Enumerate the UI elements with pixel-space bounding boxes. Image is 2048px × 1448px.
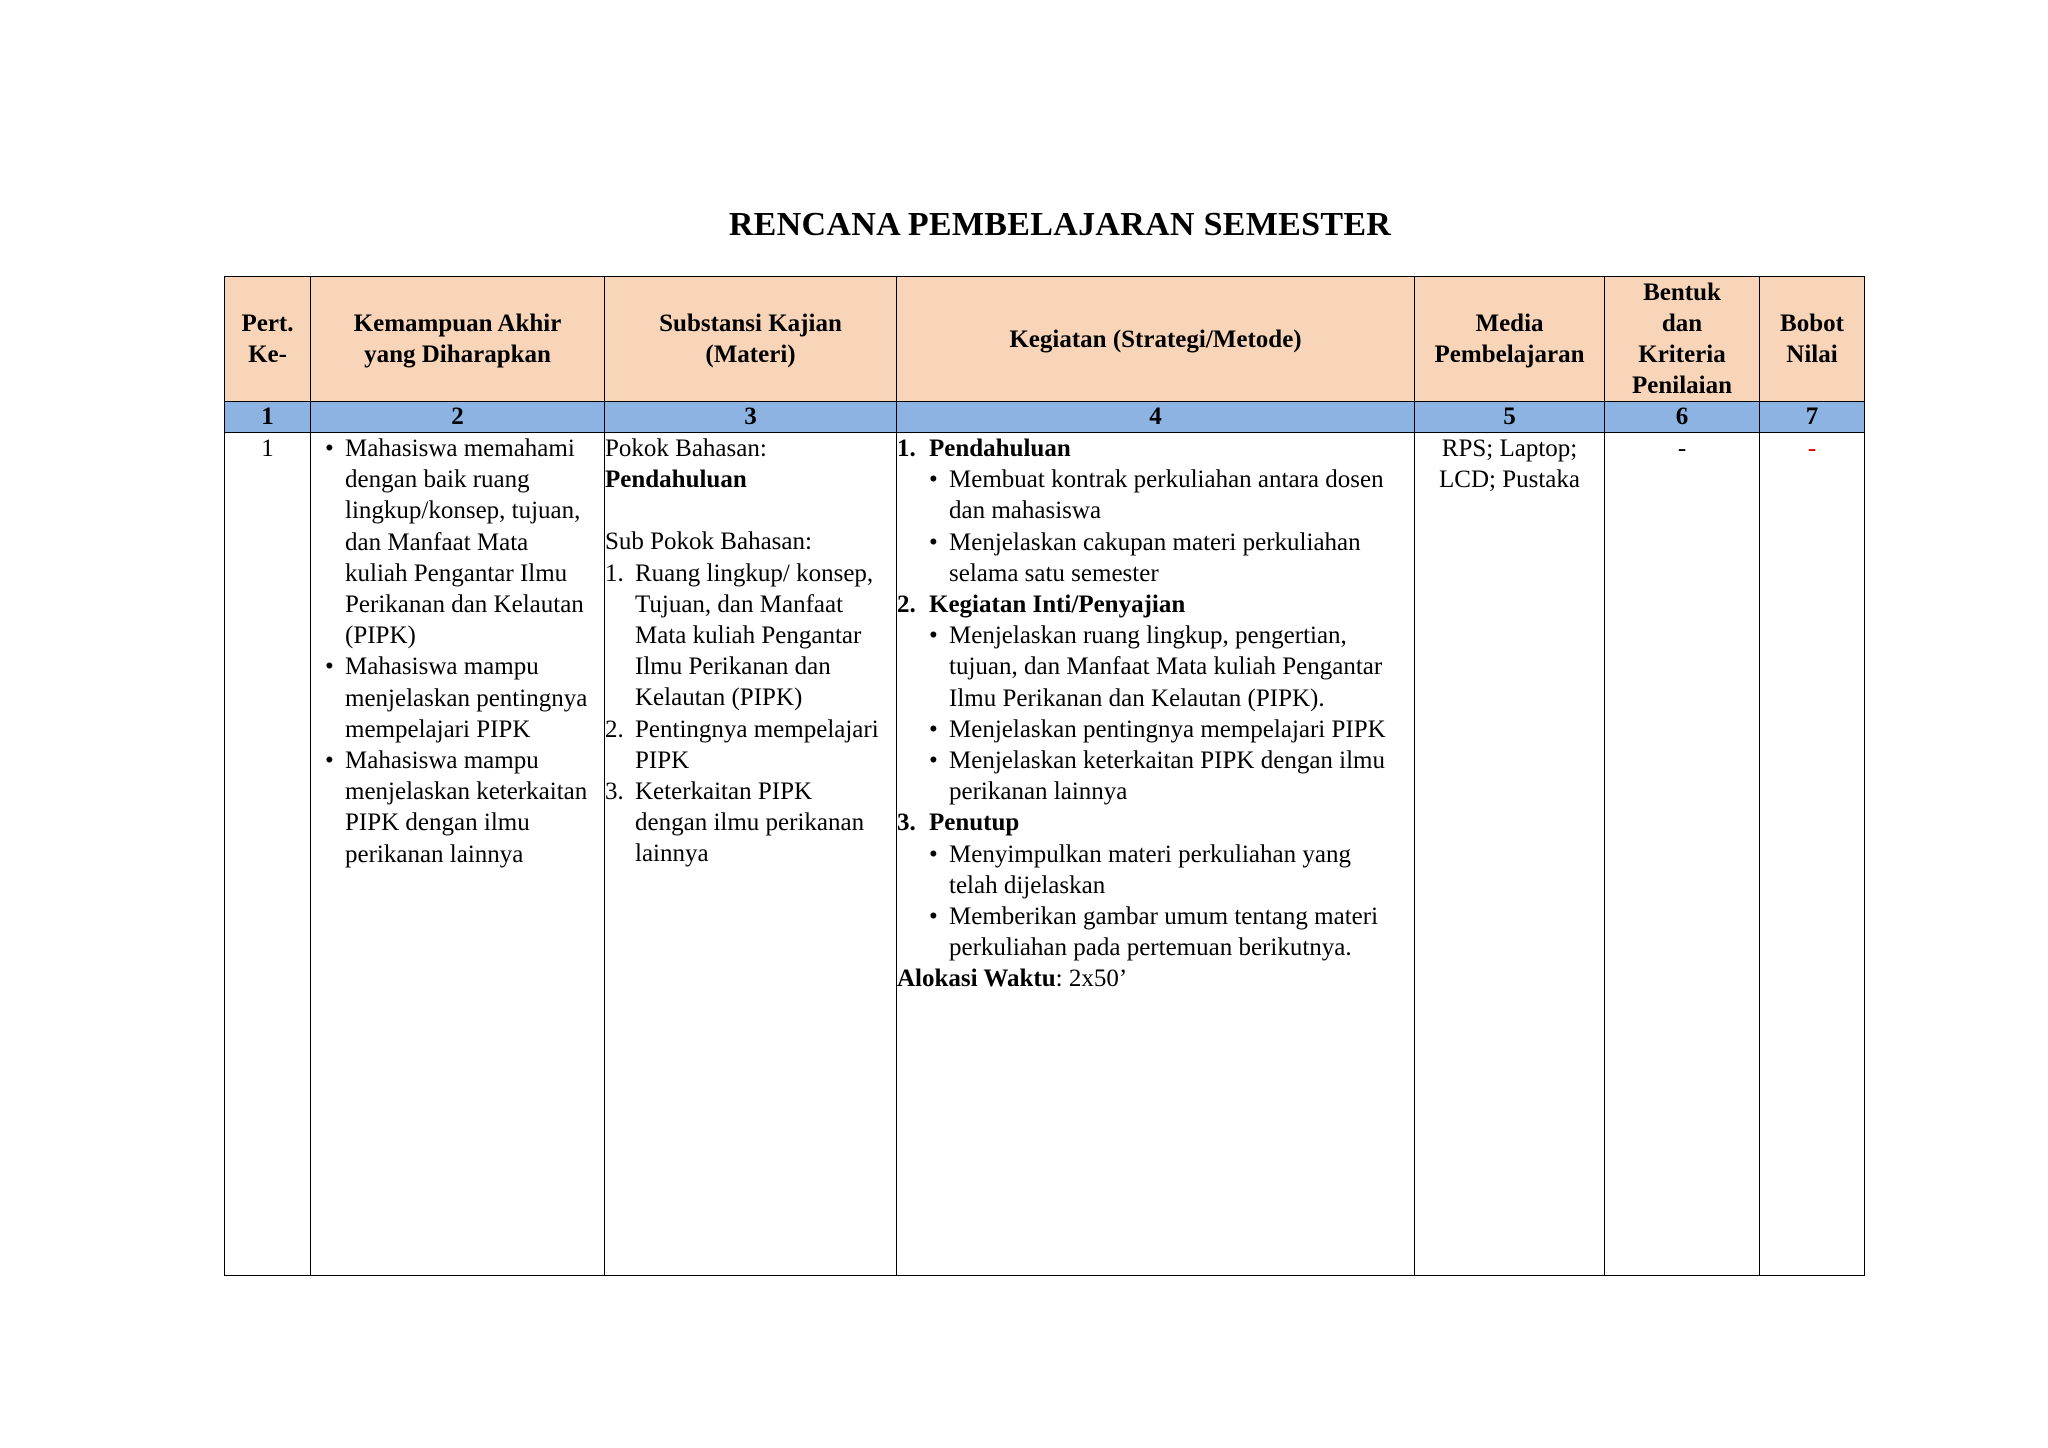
cell-materi bbox=[605, 433, 897, 1276]
list-item: • Menjelaskan ruang lingkup, pengertian, tujuan, dan Manfaat Mata kuliah Pengantar Ilmu Perikanan dan Kelautan (PIPK). bbox=[929, 620, 1400, 714]
kegiatan-list bbox=[897, 839, 1400, 964]
header-kegiatan: Kegiatan (Strategi/Metode) bbox=[897, 277, 1415, 402]
rps-table bbox=[224, 276, 1865, 1276]
column-number: 4 bbox=[897, 402, 1415, 433]
section-heading: 1. Pendahuluan bbox=[897, 435, 1071, 462]
cell-kegiatan bbox=[897, 433, 1415, 1276]
column-number: 7 bbox=[1760, 402, 1865, 433]
pokok-bahasan-value: Pendahuluan bbox=[605, 466, 747, 494]
list-item: • Menyimpulkan materi perkuliahan yang telah dijelaskan bbox=[929, 839, 1400, 901]
header-kemampuan: Kemampuan Akhir yang Diharapkan bbox=[311, 277, 605, 402]
list-item: • Mahasiswa mampu menjelaskan keterkaitan PIPK dengan ilmu perikanan lainnya bbox=[325, 745, 592, 870]
kemampuan-list bbox=[311, 433, 592, 870]
cell-pertemuan: 1 bbox=[225, 433, 311, 1276]
meeting-row bbox=[225, 433, 1865, 1276]
header-row bbox=[225, 277, 1865, 402]
sub-pokok-list bbox=[605, 558, 884, 870]
section-heading: 2. Kegiatan Inti/Penyajian bbox=[897, 591, 1186, 619]
kegiatan-list bbox=[897, 620, 1400, 807]
list-item: 3. Keterkaitan PIPK dengan ilmu perikanan lainnya bbox=[605, 778, 865, 868]
document-title: RENCANA PEMBELAJARAN SEMESTER bbox=[728, 206, 1392, 243]
list-item: • Memberikan gambar umum tentang materi perkuliahan pada pertemuan berikutnya. bbox=[929, 901, 1400, 963]
list-item: • Menjelaskan pentingnya mempelajari PIPK bbox=[929, 714, 1400, 745]
sub-pokok-bahasan-label: Sub Pokok Bahasan: bbox=[605, 528, 812, 556]
kegiatan-list bbox=[897, 464, 1400, 589]
column-number: 3 bbox=[605, 402, 897, 433]
column-number: 2 bbox=[311, 402, 605, 433]
list-item: • Mahasiswa memahami dengan baik ruang lingkup/konsep, tujuan, dan Manfaat Mata kuliah Pengantar Ilmu Perikanan dan Kelautan (PIPK) bbox=[325, 433, 592, 651]
section-heading: 3. Penutup bbox=[897, 809, 1020, 837]
header-media: Media Pembelajaran bbox=[1415, 277, 1605, 402]
column-number: 1 bbox=[225, 402, 311, 433]
column-number-row bbox=[225, 402, 1865, 433]
header-bobot: Bobot Nilai bbox=[1760, 277, 1865, 402]
alokasi-waktu: Alokasi Waktu: 2x50’ bbox=[897, 965, 1128, 993]
column-number: 6 bbox=[1605, 402, 1760, 433]
header-materi: Substansi Kajian (Materi) bbox=[605, 277, 897, 402]
list-item: • Menjelaskan cakupan materi perkuliahan selama satu semester bbox=[929, 527, 1400, 589]
list-item: • Mahasiswa mampu menjelaskan pentingnya mempelajari PIPK bbox=[325, 651, 592, 745]
list-item: 2. Pentingnya mempelajari PIPK bbox=[605, 715, 879, 774]
header-pertemuan: Pert. Ke- bbox=[225, 277, 311, 402]
list-item: • Membuat kontrak perkuliahan antara dosen dan mahasiswa bbox=[929, 464, 1400, 526]
list-item: 1. Ruang lingkup/ konsep, Tujuan, dan Manfaat Mata kuliah Pengantar Ilmu Perikanan dan Kelautan (PIPK) bbox=[605, 559, 874, 712]
cell-penilaian: - bbox=[1605, 433, 1760, 1276]
header-penilaian: Bentuk dan Kriteria Penilaian bbox=[1605, 277, 1760, 402]
cell-kemampuan bbox=[311, 433, 605, 1276]
cell-bobot: - bbox=[1760, 433, 1865, 1276]
cell-media: RPS; Laptop; LCD; Pustaka bbox=[1415, 433, 1605, 1276]
column-number: 5 bbox=[1415, 402, 1605, 433]
list-item: • Menjelaskan keterkaitan PIPK dengan ilmu perikanan lainnya bbox=[929, 745, 1400, 807]
pokok-bahasan-label: Pokok Bahasan: bbox=[605, 435, 767, 462]
